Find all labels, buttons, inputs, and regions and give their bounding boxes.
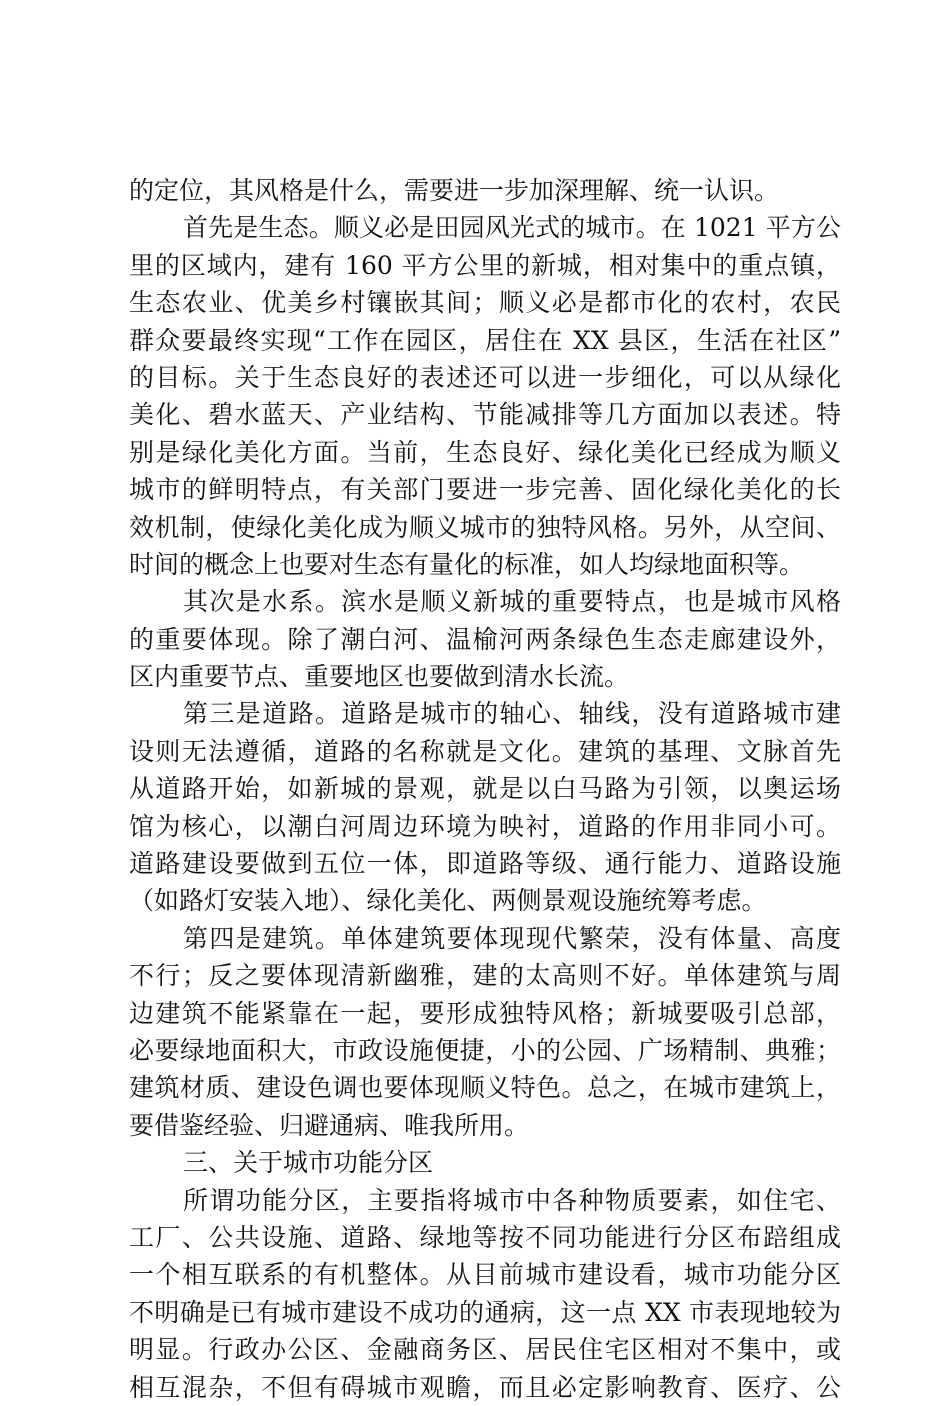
text-line: （如路灯安装入地）、绿化美化、两侧景观设施统筹考虑。 [129, 886, 767, 916]
text-line: 边建筑不能紧靠在一起，要形成独特风格；新城要吸引总部， [129, 998, 841, 1028]
text-line: 的定位，其风格是什么，需要进一步加深理解、统一认识。 [129, 176, 780, 205]
text-line: 一个相互联系的有机整体。从目前城市建设看，城市功能分区 [129, 1260, 841, 1290]
text-line: 的重要体现。除了潮白河、温榆河两条绿色生态走廊建设外， [129, 624, 841, 654]
text-line: 里的区域内，建有 160 平方公里的新城，相对集中的重点镇， [129, 250, 841, 280]
paragraph-roads-line: 第三是道路。道路是城市的轴心、轴线，没有道路城市建 [183, 699, 841, 729]
text-line: 必要绿地面积大，市政设施便捷，小的公园、广场精制、典雅； [129, 1035, 841, 1065]
text-line: 美化、碧水蓝天、产业结构、节能减排等几方面加以表述。特 [129, 400, 841, 430]
text-line: 生态农业、优美乡村镶嵌其间；顺义必是都市化的农村，农民 [129, 288, 841, 318]
paragraph-buildings-line: 第四是建筑。单体建筑要体现现代繁荣，没有体量、高度 [183, 923, 841, 953]
document-body [129, 172, 841, 1406]
paragraph-ecology-line: 首先是生态。顺义必是田园风光式的城市。在 1021 平方公 [183, 213, 841, 243]
text-line: 效机制，使绿化美化成为顺义城市的独特风格。另外，从空间、 [129, 512, 841, 542]
text-line: 不明确是已有城市建设不成功的通病，这一点 XX 市表现地较为 [129, 1297, 841, 1327]
text-line: 的目标。关于生态良好的表述还可以进一步细化，可以从绿化 [129, 362, 841, 392]
text-line: 群众要最终实现“工作在园区，居住在 XX 县区，生活在社区” [129, 325, 841, 355]
text-line: 时间的概念上也要对生态有量化的标准，如人均绿地面积等。 [129, 549, 805, 579]
text-line: 明显。行政办公区、金融商务区、居民住宅区相对不集中，或 [129, 1335, 841, 1365]
text-line: 道路建设要做到五位一体，即道路等级、通行能力、道路设施 [129, 849, 841, 879]
text-line: 馆为核心，以潮白河周边环境为映衬，道路的作用非同小可。 [129, 811, 841, 841]
text-line: 相互混杂，不但有碍城市观瞻，而且必定影响教育、医疗、公 [129, 1372, 841, 1402]
text-line: 城市的鲜明特点，有关部门要进一步完善、固化绿化美化的长 [129, 475, 841, 505]
text-line: 要借鉴经验、归避通病、唯我所用。 [129, 1110, 530, 1140]
text-line: 建筑材质、建设色调也要体现顺义特色。总之，在城市建筑上， [129, 1073, 841, 1103]
text-line: 设则无法遵循，道路的名称就是文化。建筑的基理、文脉首先 [129, 736, 841, 766]
text-line: 不行；反之要体现清新幽雅，建的太高则不好。单体建筑与周 [129, 961, 841, 991]
section-heading: 三、关于城市功能分区 [183, 1148, 434, 1178]
paragraph-zoning-line: 所谓功能分区，主要指将城市中各种物质要素，如住宅、 [183, 1185, 841, 1215]
text-line: 工厂、公共设施、道路、绿地等按不同功能进行分区布踣组成 [129, 1222, 841, 1252]
text-line: 别是绿化美化方面。当前，生态良好、绿化美化已经成为顺义 [129, 437, 841, 467]
paragraph-water-line: 其次是水系。滨水是顺义新城的重要特点，也是城市风格 [183, 587, 841, 617]
text-line: 区内重要节点、重要地区也要做到清水长流。 [129, 662, 630, 692]
text-line: 从道路开始，如新城的景观，就是以白马路为引领，以奥运场 [129, 774, 841, 804]
